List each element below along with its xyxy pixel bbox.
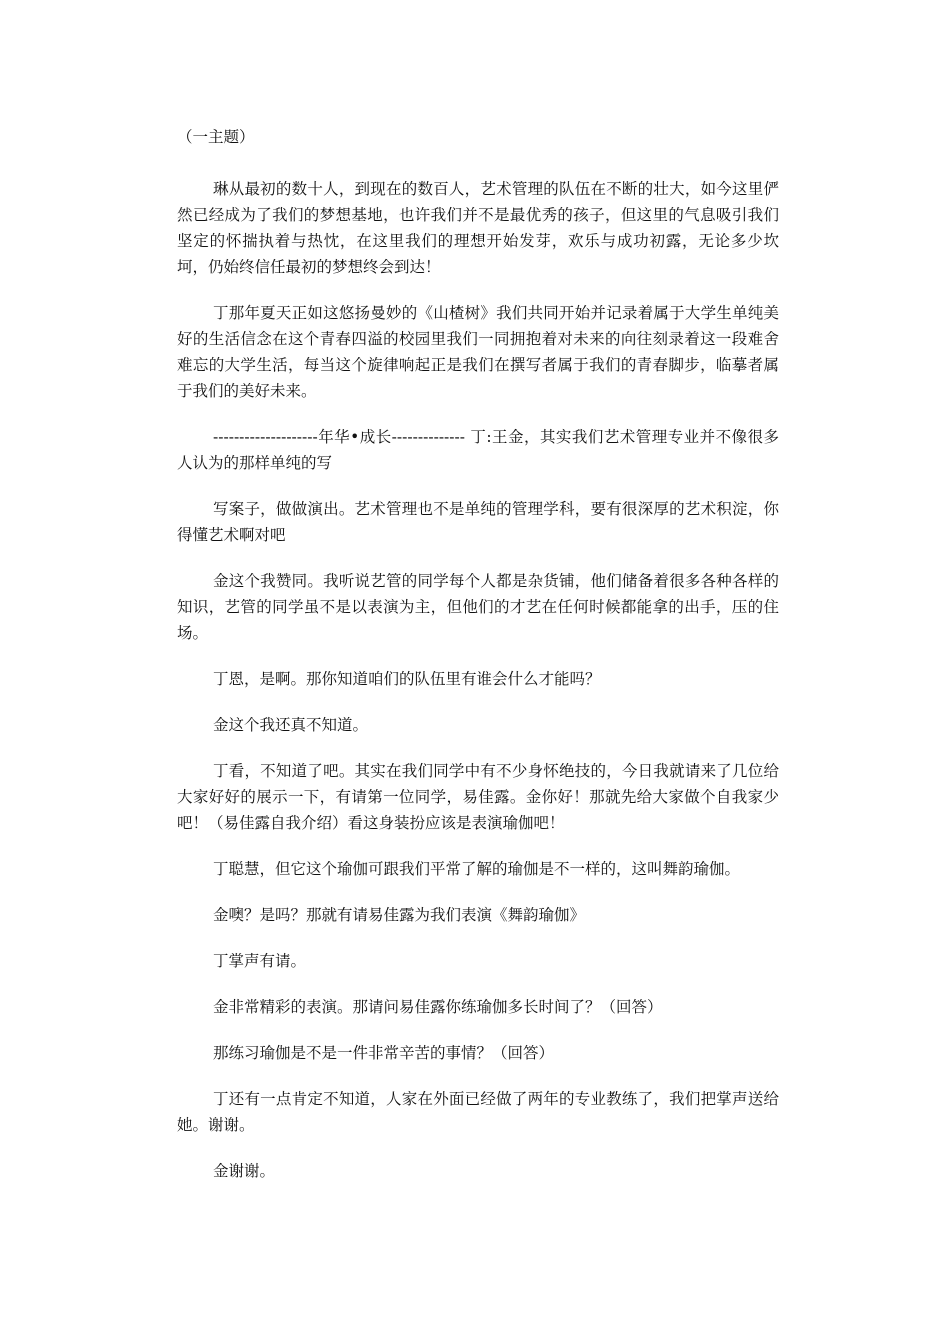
paragraph-ding-yoga: 丁聪慧，但它这个瑜伽可跟我们平常了解的瑜伽是不一样的，这叫舞韵瑜伽。: [213, 860, 741, 878]
paragraph-ding-coach: 丁还有一点肯定不知道，人家在外面已经做了两年的专业教练了，我们把掌声送给她。谢谢。: [177, 1090, 779, 1134]
paragraph-ask-hard: 那练习瑜伽是不是一件非常辛苦的事情？（回答）: [213, 1044, 555, 1062]
paragraph-jin-thanks: 金谢谢。: [213, 1162, 276, 1180]
paragraph-jin-agree: 金这个我赞同。我听说艺管的同学每个人都是杂货铺，他们储备着很多各种各样的知识，艺管的同学虽不是以表演为主，但他们的才艺在任何时候都能拿的出手，压的住场。: [177, 572, 779, 642]
paragraph-writing-cases: 写案子，做做演出。艺术管理也不是单纯的管理学科，要有很深厚的艺术积淀，你得懂艺术啊对吧: [177, 500, 779, 544]
paragraph-intro-lin: 琳从最初的数十人，到现在的数百人，艺术管理的队伍在不断的壮大，如今这里俨然已经成为了我们的梦想基地，也许我们并不是最优秀的孩子，但这里的气息吸引我们坚定的怀揣执着与热忱，在这里我们的理想开始发芽，欢乐与成功初露，无论多少坎坷，仍始终信任最初的梦想终会到达！: [177, 180, 779, 276]
paragraph-section-divider: --------------------年华•成长-------------- 丁:王金，其实我们艺术管理专业并不像很多人认为的那样单纯的写: [177, 428, 779, 472]
document-heading: （一主题）: [177, 128, 255, 146]
paragraph-ding-question: 丁恩，是啊。那你知道咱们的队伍里有谁会什么才能吗？: [213, 670, 601, 688]
paragraph-ding-applause: 丁掌声有请。: [213, 952, 307, 970]
document-body: [177, 124, 779, 1204]
paragraph-ding-hawthorn: 丁那年夏天正如这悠扬曼妙的《山楂树》我们共同开始并记录着属于大学生单纯美好的生活信念在这个青春四溢的校园里我们一同拥抱着对未来的向往刻录着这一段难舍难忘的大学生活，每当这个旋律响起正是我们在撰写者属于我们的青春脚步，临摹者属于我们的美好未来。: [177, 304, 779, 400]
paragraph-jin-dont-know: 金这个我还真不知道。: [213, 716, 369, 734]
paragraph-jin-invite: 金噢？是吗？那就有请易佳露为我们表演《舞韵瑜伽》: [213, 906, 586, 924]
paragraph-jin-ask: 金非常精彩的表演。那请问易佳露你练瑜伽多长时间了？（回答）: [213, 998, 663, 1016]
paragraph-ding-introduce: 丁看，不知道了吧。其实在我们同学中有不少身怀绝技的，今日我就请来了几位给大家好好的展示一下，有请第一位同学，易佳露。金你好！那就先给大家做个自我家少吧！（易佳露自我介绍）看这身装扮应该是表演瑜伽吧！: [177, 762, 779, 832]
